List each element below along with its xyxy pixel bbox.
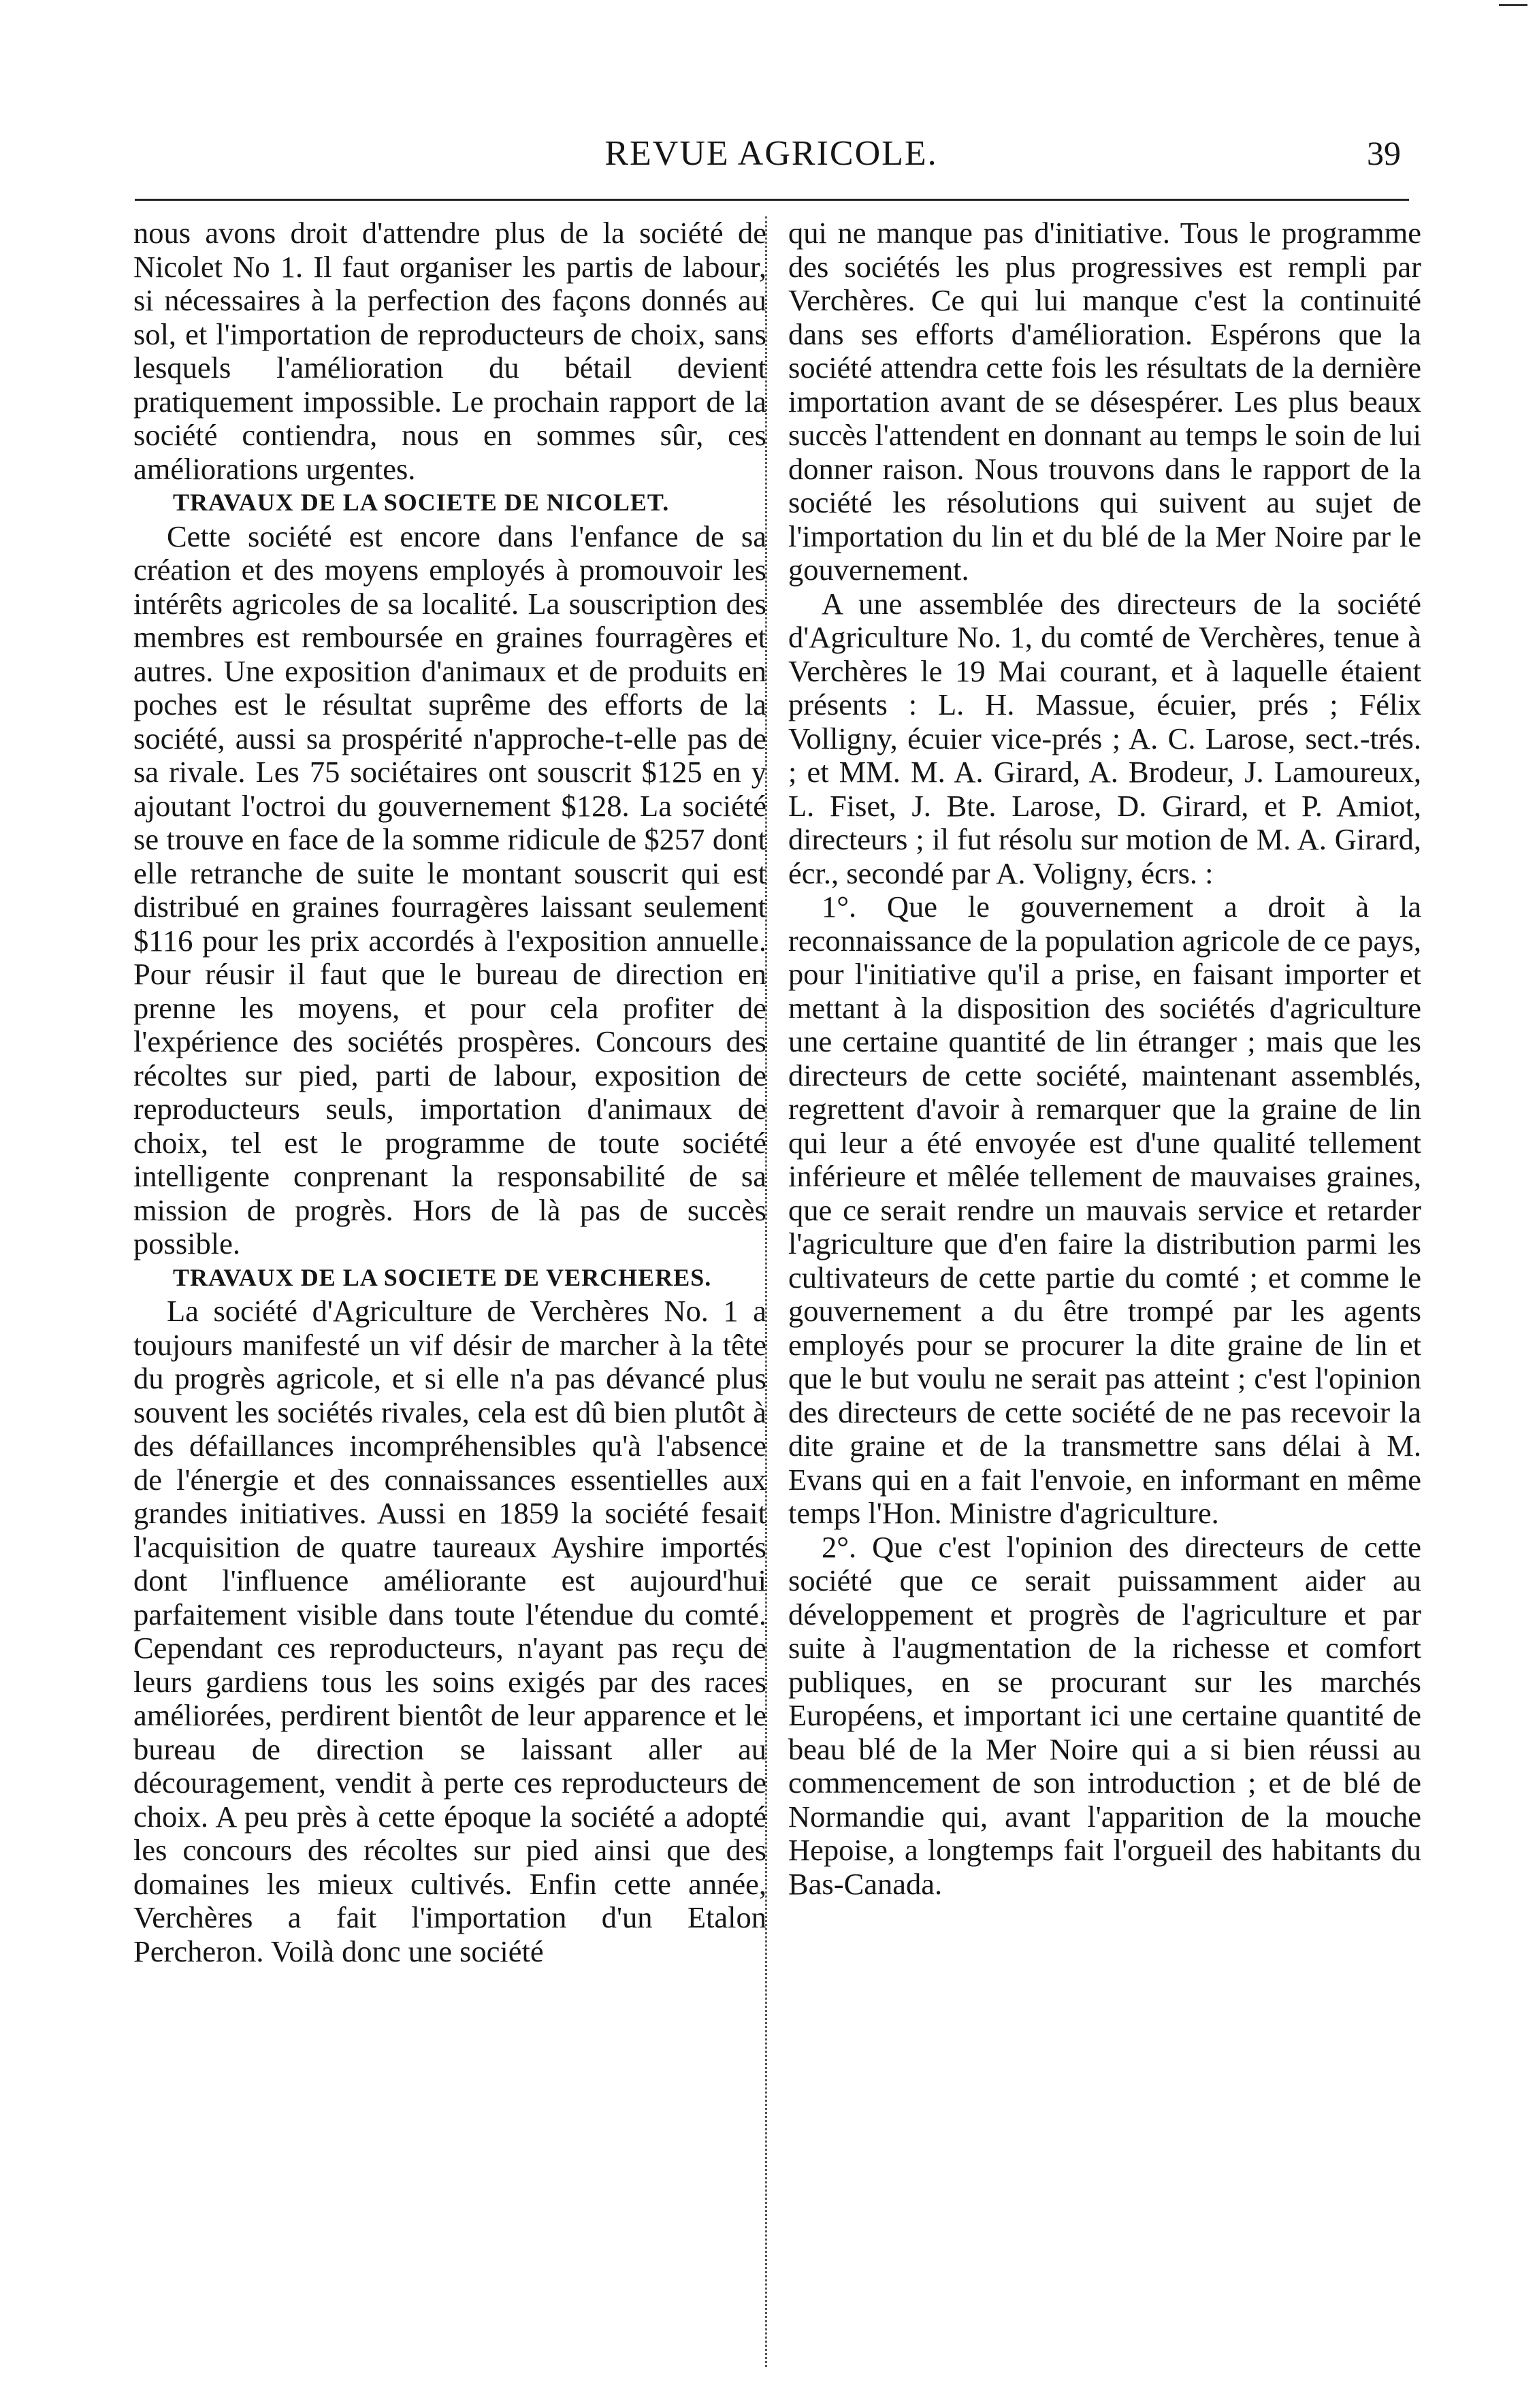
paragraph: La société d'Agriculture de Verchères No. 1 a toujours manifesté un vif désir de marcher à la tête du progrès agricole, et si elle n'a pas dévancé plus souvent les sociétés rivales, cela est dû bien plutôt à des défaillances incompréhensibles qu'à l'absence de l'énergie et des connaissances essentielles aux grandes initiatives. Aussi en 1859 la société fesait l'acquisition de quatre taureaux Ayshire importés dont l'influence améliorante est aujourd'hui parfaitement visible dans toute l'étendue du comté. Cependant ces reproducteurs, n'ayant pas reçu de leurs gardiens tous les soins exigés par des races améliorées, perdirent bientôt de leur apparence et le bureau de direction se laissant aller au découragement, vendit à perte ces reproducteurs de choix. A peu près à cette époque la société a adopté les concours des récoltes sur pied ainsi que des domaines les mieux cultivés. Enfin cette année, Verchères a fait l'importation d'un Etalon Percheron. Voilà donc une société — [133, 1294, 766, 1968]
section-heading: TRAVAUX DE LA SOCIETE DE NICOLET. — [173, 489, 670, 516]
column-divider — [765, 216, 767, 2367]
paragraph: A une assemblée des directeurs de la société d'Agriculture No. 1, du comté de Verchères, tenue à Verchères le 19 Mai courant, et à laquelle étaient présents : L. H. Massue, écuier, prés ; Félix Volligny, écuier vice-prés ; A. C. Larose, sect.-trés. ; et MM. M. A. Girard, A. Brodeur, J. Lamoureux, L. Fiset, J. Bte. Larose, D. Girard, et P. Amiot, directeurs ; il fut résolu sur motion de M. A. Girard, écr., secondé par A. Voligny, écrs. : — [788, 586, 1421, 890]
section-heading: TRAVAUX DE LA SOCIETE DE VERCHERES. — [173, 1263, 712, 1291]
page-number: 39 — [1367, 134, 1401, 172]
right-column — [788, 216, 1421, 1901]
paragraph: 1°. Que le gouvernement a droit à la reconnaissance de la population agricole de ce pays, pour l'initiative qu'il a prise, en faisant importer et mettant à la disposition des sociétés d'agriculture une certaine quantité de lin étranger ; mais que les directeurs de cette société, maintenant assemblés, regrettent d'avoir à remarquer que la graine de lin qui leur a été envoyée est d'une qualité tellement inférieure et mêlée tellement de mauvaises graines, que ce serait rendre un mauvais service et retarder l'agriculture que d'en faire la distribution parmi les cultivateurs de cette partie du comté ; et comme le gouvernement a du être trompé par les agents employés pour se procurer la dite graine de lin et que le but voulu ne serait pas atteint ; c'est l'opinion des directeurs de cette société de ne pas recevoir la dite graine et de la transmettre sans délai à M. Evans qui en a fait l'envoie, en informant en même temps l'Hon. Ministre d'agriculture. — [788, 890, 1421, 1530]
paragraph: 2°. Que c'est l'opinion des directeurs de cette société que ce serait puissamment aider au développement et progrès de l'agriculture et par suite à l'augmentation de la richesse et comfort publiques, en se procurant sur les marchés Européens, et important ici une certaine quantité de beau blé de la Mer Noire qui a si bien réussi au commencement de son introduction ; et de blé de Normandie qui, avant l'apparition de la mouche Hepoise, a longtemps fait l'orgueil des habitants du Bas-Canada. — [788, 1529, 1421, 1901]
paragraph: Cette société est encore dans l'enfance de sa création et des moyens employés à promouvoir les intérêts agricoles de sa localité. La souscription des membres est remboursée en graines fourragères et autres. Une exposition d'animaux et de produits en poches est le résultat suprême des efforts de la société, aussi sa prospérité n'approche-t-elle pas de sa rivale. Les 75 sociétaires ont souscrit $125 en y ajoutant l'octroi du gouvernement $128. La société se trouve en face de la somme ridicule de $257 dont elle retranche de suite le montant souscrit qui est distribué en graines fourragères laissant seulement $116 pour les prix accordés à l'exposition annuelle. Pour réusir il faut que le bureau de direction en prenne les moyens, et pour cela profiter de l'expérience des sociétés prospères. Concours des récoltes sur pied, parti de labour, exposition de reproducteurs seuls, importation d'animaux de choix, tel est le programme de toute société intelligente conprenant la responsabilité de sa mission de progrès. Hors de là pas de succès possible. — [133, 519, 766, 1260]
running-title: REVUE AGRICOLE. — [604, 134, 938, 173]
running-head — [135, 133, 1408, 181]
paragraph: qui ne manque pas d'initiative. Tous le programme des sociétés les plus progressives est rempli par Verchères. Ce qui lui manque c'est la continuité dans ses efforts d'amélioration. Espérons que la société attendra cette fois les résultats de la dernière importation avant de se désespérer. Les plus beaux succès l'attendent en donnant au temps le soin de lui donner raison. Nous trouvons dans le rapport de la société les résolutions qui suivent au sujet de l'importation du lin et du blé de la Mer Noire par le gouvernement. — [788, 216, 1421, 587]
header-rule — [135, 199, 1409, 201]
corner-mark — [1499, 4, 1527, 6]
left-column — [133, 216, 766, 1968]
paragraph: nous avons droit d'attendre plus de la société de Nicolet No 1. Il faut organiser les partis de labour, si nécessaires à la perfection des façons donnés au sol, et l'importation de reproducteurs de choix, sans lesquels l'amélioration du bétail devient pratiquement impossible. Le prochain rapport de la société contiendra, nous en sommes sûr, ces améliorations urgentes. — [133, 216, 766, 486]
